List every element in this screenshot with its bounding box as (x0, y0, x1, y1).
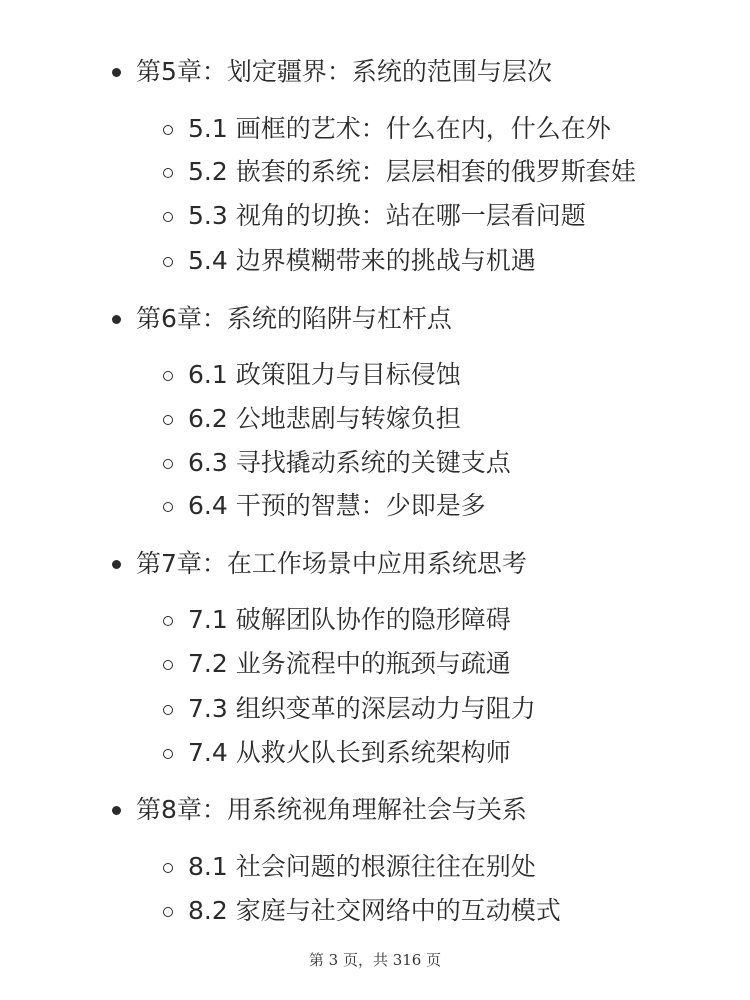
section-item (0, 848, 750, 888)
filled-bullet-icon (112, 68, 121, 77)
section-item (0, 153, 750, 193)
section-title: 6.3 寻找撬动系统的关键支点 (188, 448, 511, 477)
chapter-item (0, 299, 750, 339)
hollow-bullet-icon (163, 749, 173, 759)
hollow-bullet-icon (163, 459, 173, 469)
hollow-bullet-icon (163, 257, 173, 267)
section-item (0, 110, 750, 150)
chapter-item (0, 544, 750, 584)
section-item (0, 487, 750, 527)
chapter-title: 第8章：用系统视角理解社会与关系 (136, 795, 527, 824)
hollow-bullet-icon (163, 863, 173, 873)
section-title: 8.1 社会问题的根源往往在别处 (188, 852, 536, 881)
section-item (0, 690, 750, 730)
section-item (0, 400, 750, 440)
hollow-bullet-icon (163, 168, 173, 178)
section-item (0, 734, 750, 774)
section-title: 7.1 破解团队协作的隐形障碍 (188, 605, 511, 634)
section-title: 5.4 边界模糊带来的挑战与机遇 (188, 246, 536, 275)
section-item (0, 356, 750, 396)
filled-bullet-icon (112, 560, 121, 569)
hollow-bullet-icon (163, 212, 173, 222)
hollow-bullet-icon (163, 907, 173, 917)
section-item (0, 601, 750, 641)
section-item (0, 242, 750, 282)
chapter-title: 第6章：系统的陷阱与杠杆点 (136, 304, 452, 333)
filled-bullet-icon (112, 315, 121, 324)
hollow-bullet-icon (163, 660, 173, 670)
section-title: 6.2 公地悲剧与转嫁负担 (188, 404, 461, 433)
section-title: 7.2 业务流程中的瓶颈与疏通 (188, 649, 511, 678)
hollow-bullet-icon (163, 502, 173, 512)
hollow-bullet-icon (163, 616, 173, 626)
chapter-item (0, 790, 750, 830)
hollow-bullet-icon (163, 415, 173, 425)
section-title: 8.2 家庭与社交网络中的互动模式 (188, 896, 561, 925)
page-number-footer: 第 3 页，共 316 页 (308, 951, 442, 969)
filled-bullet-icon (112, 806, 121, 815)
section-item (0, 197, 750, 237)
section-title: 7.4 从救火队长到系统架构师 (188, 738, 511, 767)
chapter-title: 第7章：在工作场景中应用系统思考 (136, 549, 527, 578)
section-item (0, 444, 750, 484)
section-title: 6.4 干预的智慧：少即是多 (188, 491, 486, 520)
section-title: 5.1 画框的艺术：什么在内，什么在外 (188, 114, 611, 143)
chapter-title: 第5章：划定疆界：系统的范围与层次 (136, 57, 552, 86)
section-item (0, 892, 750, 932)
hollow-bullet-icon (163, 705, 173, 715)
hollow-bullet-icon (163, 125, 173, 135)
section-item (0, 645, 750, 685)
chapter-item (0, 52, 750, 92)
section-title: 6.1 政策阻力与目标侵蚀 (188, 360, 461, 389)
hollow-bullet-icon (163, 371, 173, 381)
section-title: 7.3 组织变革的深层动力与阻力 (188, 694, 536, 723)
section-title: 5.3 视角的切换：站在哪一层看问题 (188, 201, 586, 230)
section-title: 5.2 嵌套的系统：层层相套的俄罗斯套娃 (188, 157, 636, 186)
